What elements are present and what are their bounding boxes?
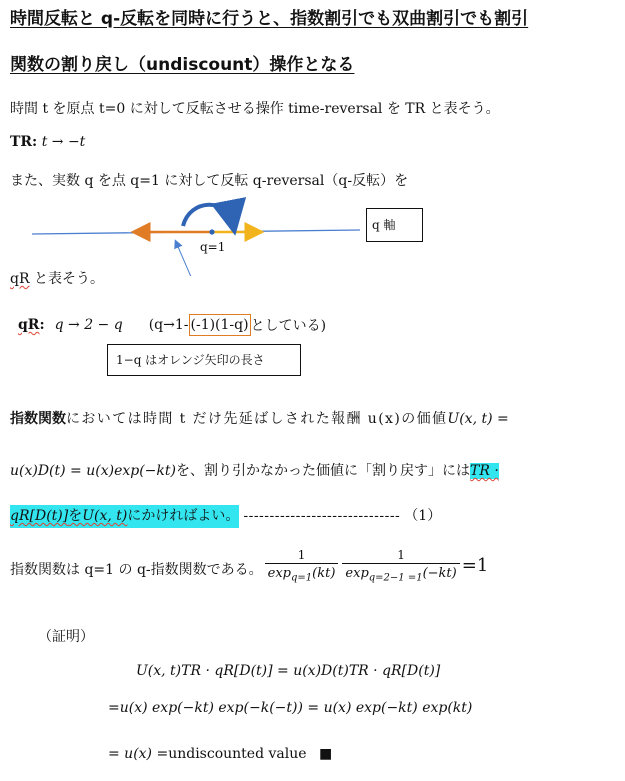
equation-number: （1） (404, 508, 442, 524)
qr-def-label: qR (18, 317, 40, 333)
exp-dashes: ------------------------------ (243, 508, 401, 524)
para-q-exponential (10, 548, 488, 584)
fraction-2-num: 1 (397, 548, 405, 562)
qr-def-expr: q → 2 − q (54, 317, 123, 333)
fraction-2 (342, 548, 459, 584)
qed-symbol: ■ (318, 746, 333, 762)
fraction-1 (265, 548, 339, 584)
qr-definition (18, 314, 326, 336)
exp-cyan-rest: にかければよい。 (127, 508, 240, 524)
qr-def-paren-box: (-1)(1-q) (189, 314, 251, 336)
exp-math-2: u(x)D(t) = u(x)exp(−kt) (10, 463, 176, 479)
proof-line-1: U(x, t)TR · qR[D(t)] = u(x)D(t)TR · qR[D(t)] (136, 663, 441, 679)
para-exp-line-3 (10, 505, 441, 525)
q-axis-label: q 軸 (366, 208, 423, 242)
fraction-1-den: $\exp_{q=1}(kt)$ (265, 563, 339, 584)
title-line-2: 関数の割り戻し（undiscount）操作となる (10, 55, 355, 75)
proof-line-3-math: = u(x) = (108, 746, 169, 762)
q-exp-equals: =1 (461, 555, 489, 577)
exp-bold: 指数関数 (10, 411, 66, 427)
q-exp-text: 指数関数は q=1 の q-指数関数である。 (10, 561, 263, 578)
fraction-2-den: $\exp_{q=2-1 =1}(-kt)$ (342, 563, 459, 584)
tr-label: TR: (10, 134, 38, 150)
qr-def-paren-open: (q→1- (148, 317, 189, 333)
reversal-arc-arrow (183, 205, 233, 226)
qr-symbol: qR (10, 271, 30, 287)
exp-cyan-wo: を (68, 508, 83, 524)
exp-cyan-u: U(x, t) (82, 508, 128, 524)
qr-def-colon: : (39, 317, 45, 333)
qr-def-paren-close: としている) (250, 318, 327, 334)
exp-cyan-qr: qR[D(t)] (10, 508, 69, 524)
proof-line-3 (108, 746, 332, 762)
exp-cyan-1: TR · (469, 463, 499, 479)
qr-rest: と表そう。 (29, 271, 104, 287)
fraction-1-num: 1 (297, 548, 306, 562)
proof-line-3-text: undiscounted value (168, 746, 307, 762)
proof-line-2: =u(x) exp(−kt) exp(−k(−t)) = u(x) exp(−kt) exp(kt) (108, 700, 473, 716)
q1-label: q=1 (200, 240, 226, 254)
para-q-reversal: また、実数 q を点 q=1 に対して反転 q-reversal（q-反転）を (10, 173, 409, 189)
exp-text-1: においては時間 t だけ先延ばしされた報酬 u(x)の価値 (66, 411, 448, 427)
para-time-reversal: 時間 t を原点 t=0 に対して反転させる操作 time-reversal を TR と表そう。 (10, 101, 500, 117)
q1-point (209, 229, 214, 234)
exp-math-1: U(x, t) = (447, 411, 509, 427)
q-axis-diagram (0, 196, 625, 276)
para-qr (10, 268, 104, 288)
para-exp-line-1 (10, 408, 509, 428)
title-line-1: 時間反転と q-反転を同時に行うと、指数割引でも双曲割引でも割引 (10, 9, 529, 29)
para-exp-line-2 (10, 460, 499, 480)
tr-definition (10, 134, 85, 150)
tr-expr: t → −t (41, 134, 86, 150)
proof-label: （証明） (38, 629, 94, 645)
exp-text-2: を、割り引かなかった価値に「割り戻す」には (175, 463, 470, 479)
callout-box: 1−q はオレンジ矢印の長さ (107, 344, 301, 376)
